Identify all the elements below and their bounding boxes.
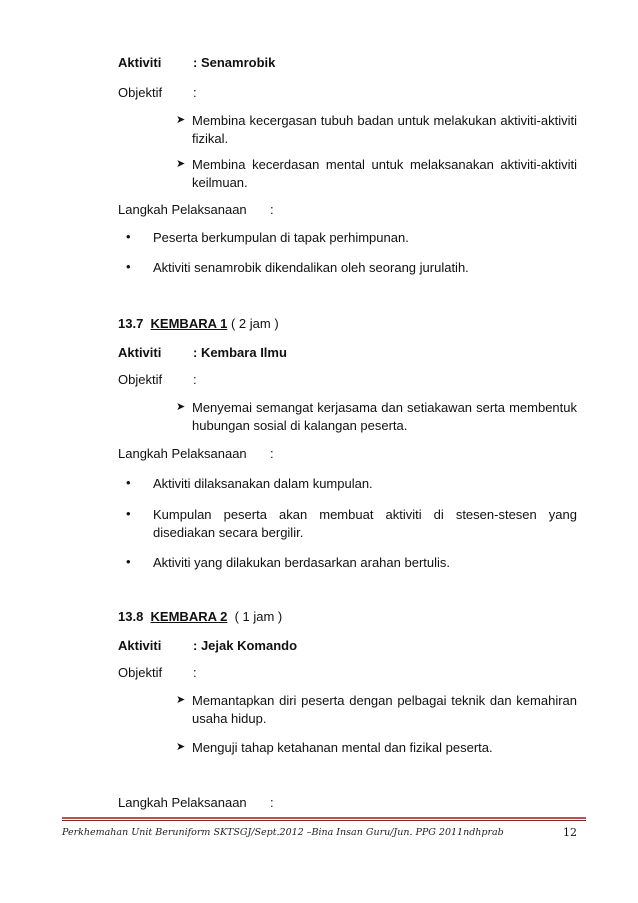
page-number: 12 (563, 826, 577, 839)
dot-bullet-icon: • (126, 506, 131, 521)
activity-label: Aktiviti (118, 345, 162, 360)
section-title: KEMBARA 1 (150, 316, 228, 331)
objective-item: Membina kecerdasan mental untuk melaksanakan aktiviti-aktiviti keilmuan. (192, 157, 577, 190)
footer-text: Perkhemahan Unit Beruniform SKTSGJ/Sept.2012 –Bina Insan Guru/Jun. PPG 2011ndhprab (62, 827, 504, 838)
objective-colon: : (193, 372, 197, 387)
steps-colon: : (270, 202, 274, 217)
steps-colon: : (270, 795, 274, 810)
step-item: Peserta berkumpulan di tapak perhimpunan. (153, 230, 409, 245)
steps-label: Langkah Pelaksanaan (118, 446, 247, 461)
footer-rule (62, 820, 586, 821)
step-item: Aktiviti yang dilakukan berdasarkan arahan bertulis. (153, 555, 451, 570)
section-heading (118, 609, 282, 624)
section-duration: ( 2 jam ) (230, 316, 279, 331)
section-number: 13.7 (118, 316, 144, 331)
objective-colon: : (193, 85, 197, 100)
activity-value: : Kembara Ilmu (193, 345, 287, 360)
activity-label: Aktiviti (118, 55, 162, 70)
arrow-bullet-icon: ➤ (176, 694, 186, 706)
activity-value: : Senamrobik (193, 55, 276, 70)
activity-label: Aktiviti (118, 638, 162, 653)
arrow-bullet-icon: ➤ (176, 158, 186, 170)
section-heading (118, 316, 279, 331)
section-title: KEMBARA 2 (150, 609, 228, 624)
section-number: 13.8 (118, 609, 144, 624)
objective-item: Memantapkan diri peserta dengan pelbagai teknik dan kemahiran usaha hidup. (192, 693, 577, 726)
objective-item: Menyemai semangat kerjasama dan setiakawan serta membentuk hubungan sosial di kalangan peserta. (192, 400, 577, 433)
activity-value: : Jejak Komando (193, 638, 298, 653)
step-item: Aktiviti senamrobik dikendalikan oleh seorang jurulatih. (153, 260, 469, 275)
objective-label: Objektif (118, 372, 163, 387)
arrow-bullet-icon: ➤ (176, 401, 186, 413)
objective-colon: : (193, 665, 197, 680)
dot-bullet-icon: • (126, 475, 131, 490)
step-item: Aktiviti dilaksanakan dalam kumpulan. (153, 476, 373, 491)
arrow-bullet-icon: ➤ (176, 741, 186, 753)
objective-label: Objektif (118, 85, 163, 100)
steps-label: Langkah Pelaksanaan (118, 202, 247, 217)
objective-item: Membina kecergasan tubuh badan untuk melakukan aktiviti-aktiviti fizikal. (192, 113, 577, 146)
footer-rule (62, 817, 586, 819)
dot-bullet-icon: • (126, 554, 131, 569)
arrow-bullet-icon: ➤ (176, 114, 186, 126)
objective-label: Objektif (118, 665, 163, 680)
steps-colon: : (270, 446, 274, 461)
dot-bullet-icon: • (126, 229, 131, 244)
section-duration: ( 1 jam ) (234, 609, 283, 624)
objective-item: Menguji tahap ketahanan mental dan fizikal peserta. (192, 740, 493, 755)
dot-bullet-icon: • (126, 259, 131, 274)
steps-label: Langkah Pelaksanaan (118, 795, 247, 810)
step-item: Kumpulan peserta akan membuat aktiviti di stesen-stesen yang disediakan secara bergilir. (153, 507, 577, 540)
